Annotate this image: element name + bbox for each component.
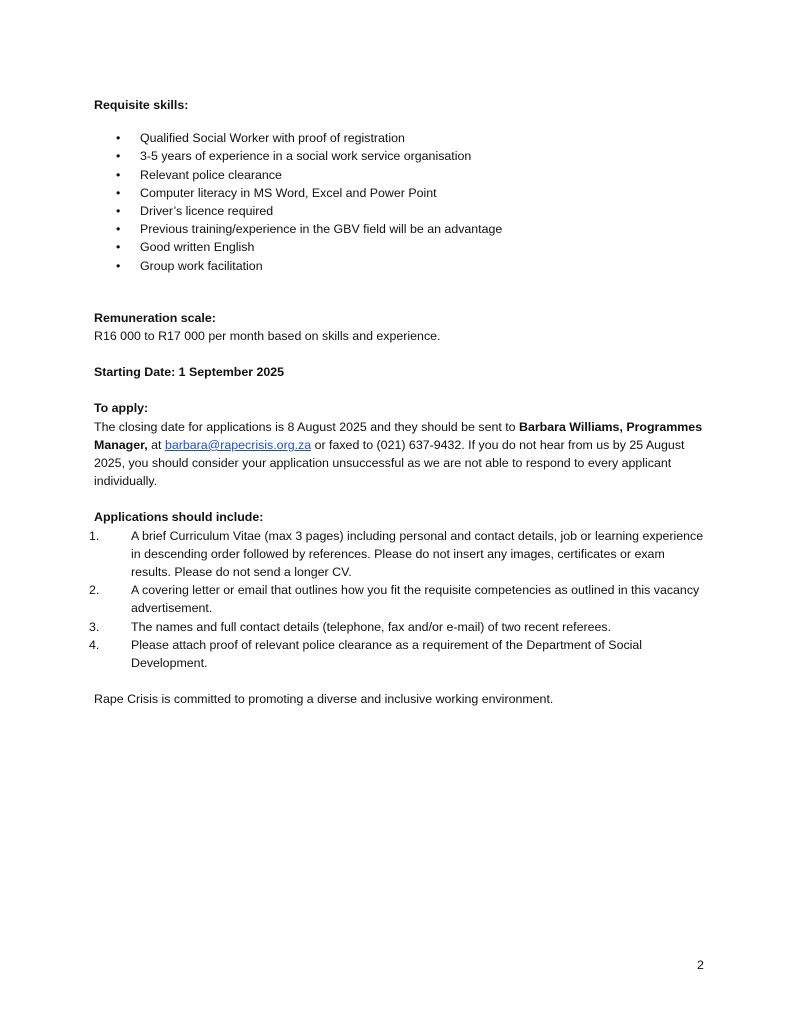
skill-text: 3-5 years of experience in a social work service organisation — [140, 149, 472, 164]
list-item — [89, 636, 706, 672]
email-link[interactable]: barbara@rapecrisis.org.za — [164, 437, 312, 452]
remuneration-heading: Remuneration scale: — [94, 310, 216, 325]
skill-text: Previous training/experience in the GBV field will be an advantage — [140, 222, 503, 237]
bullet-icon: • — [116, 240, 121, 255]
closing-statement: Rape Crisis is committed to promoting a diverse and inclusive working environment. — [94, 692, 554, 707]
item-text: The names and full contact details (telephone, fax and/or e-mail) of two recent referees. — [131, 619, 612, 634]
skill-text: Driver’s licence required — [140, 204, 274, 219]
bullet-icon: • — [116, 185, 121, 200]
item-text: Please attach proof of relevant police clearance as a requirement of the Department of Social Development. — [131, 637, 643, 671]
item-number: 1. — [89, 528, 100, 543]
to-apply-text-1: The closing date for applications is 8 August 2025 and they should be sent to — [94, 419, 520, 434]
skill-text: Qualified Social Worker with proof of registration — [140, 131, 405, 146]
remuneration-text: R16 000 to R17 000 per month based on skills and experience. — [94, 329, 441, 344]
item-text: A covering letter or email that outlines how you fit the requisite competencies as outlined in this vacancy advertisement. — [131, 583, 700, 616]
to-apply-paragraph — [94, 418, 706, 491]
applications-list — [89, 527, 706, 673]
bullet-icon: • — [116, 222, 121, 237]
list-item — [94, 220, 706, 238]
list-item — [94, 202, 706, 220]
list-item — [94, 184, 706, 202]
list-item — [89, 581, 706, 617]
requisite-skills-heading: Requisite skills: — [94, 98, 189, 112]
spacer — [94, 275, 706, 309]
list-item — [89, 618, 706, 636]
requisite-skills-list — [94, 129, 706, 275]
list-item — [89, 527, 706, 582]
applications-heading: Applications should include: — [94, 510, 264, 525]
bullet-icon: • — [116, 167, 121, 182]
to-apply-text-3: or faxed to (021) 637-9432. If you do not hear from us by 25 August 2025, you should consider your application unsuccessful as we are not able to respond to every applicant individually. — [94, 437, 685, 489]
spacer — [94, 490, 706, 508]
bullet-icon: • — [116, 258, 121, 273]
item-text: A brief Curriculum Vitae (max 3 pages) including personal and contact details, job or learning experience in descending order followed by references. Please do not insert any images, certificates or exam results. Please do not send a longer CV. — [131, 528, 704, 580]
to-apply-text-2: at — [147, 437, 165, 452]
spacer — [94, 672, 706, 690]
document-content — [89, 96, 706, 708]
list-item — [94, 129, 706, 147]
skill-text: Relevant police clearance — [140, 167, 282, 182]
starting-date-heading: Starting Date: 1 September 2025 — [94, 365, 285, 380]
bullet-icon: • — [116, 131, 121, 146]
to-apply-heading: To apply: — [94, 401, 149, 416]
skill-text: Group work facilitation — [140, 258, 263, 273]
item-number: 2. — [89, 583, 100, 598]
list-item — [94, 166, 706, 184]
skill-text: Computer literacy in MS Word, Excel and Power Point — [140, 185, 437, 200]
contact-name: Barbara Williams, Programmes Manager, — [94, 419, 703, 452]
item-number: 3. — [89, 619, 100, 634]
list-item — [94, 238, 706, 256]
spacer — [94, 345, 706, 363]
item-number: 4. — [89, 637, 100, 652]
bullet-icon: • — [116, 204, 121, 219]
page-number: 2 — [697, 958, 704, 972]
list-item — [94, 147, 706, 165]
list-item — [94, 257, 706, 275]
bullet-icon: • — [116, 149, 121, 164]
spacer — [94, 381, 706, 399]
skill-text: Good written English — [140, 240, 255, 255]
